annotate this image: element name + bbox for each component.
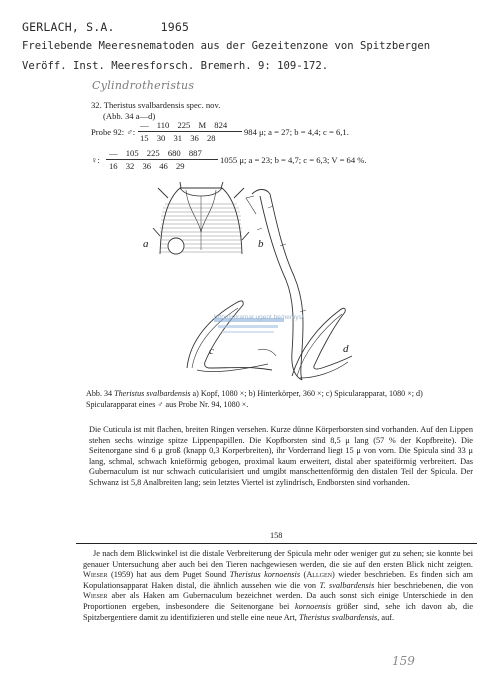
- handwritten-page-note: 159: [392, 654, 415, 668]
- caption-lead: Abb. 34: [86, 389, 113, 398]
- year: 1965: [160, 20, 190, 34]
- figure-label-a: a: [143, 238, 149, 250]
- discussion-text-d: ) wieder beschrieben. Es finden sich am Kopulationsapparat Haken distal, die ähnlich aussehen wie die von: [83, 570, 473, 590]
- discussion-text-c: (: [300, 570, 307, 580]
- figure-label-b: b: [258, 238, 264, 250]
- discussion-paragraph: [83, 549, 473, 623]
- species-kornoensis-2: kornoensis: [294, 601, 331, 611]
- figure-caption: [86, 389, 474, 410]
- discussion-text-e: hier beschriebenen, die von: [374, 580, 473, 590]
- figure-label-c: c: [209, 345, 214, 357]
- handwritten-genus-note: Cylindrotheristus: [92, 79, 195, 92]
- discussion-text-h: , auf.: [377, 612, 395, 622]
- repository-watermark: http://intramar.ugent.be/nemys/: [214, 314, 304, 321]
- discussion-text-f: aber als Haken am Gubernaculum bezeichnet werden. Da auch sonst sich einige Unterschiede in den Proportionen ergeben, insbesondere die Seitenorgane bei: [83, 591, 473, 611]
- description-paragraph: Die Cuticula ist mit flachen, breiten Ringen versehen. Kurze dünne Körperborsten sind vorhanden. Auf den Lippen stehen sechs winzige spitze Lippenpapillen. Die Kopfborsten sind 8,5 μ lang (57 % der Kopfbreite). Die Seitenorgane sind 6 μ groß (knapp 0,3 Korperbreiten), ihr Vorderrand liegt 15 μ von vorn. Die Spicula sind 33 μ lang, schmal, schwach knieförmig gebogen, proximal kaum erweitert, distal aber spateiförmig verbreitert. Das Gubernaculum ist nur schwach cuticularisiert und umgibt manschettenförmig den distalen Teil der Spicula. Der Schwanz ist 5,8 Analbreiten lang; sein letztes Viertel ist zylindrisch, Endborsten sind vorhanden.: [89, 425, 473, 487]
- figure-b-tail: [246, 190, 306, 381]
- figure-c-spicule: [187, 301, 276, 372]
- species-svalbardensis: T. svalbardensis: [319, 580, 375, 590]
- species-kornoensis: Theristus kornoensis: [229, 570, 301, 580]
- caption-species: Theristus svalbardensis: [114, 389, 191, 398]
- species-figure-ref: (Abb. 34 a—d): [103, 111, 156, 121]
- author-allgen: Allgen: [306, 570, 332, 580]
- male-formula-tail: 984 μ; a = 27; b = 4,4; c = 6,1.: [244, 127, 349, 137]
- figure-label-d: d: [343, 343, 349, 355]
- reference-citation: Veröff. Inst. Meeresforsch. Bremerh. 9: 109-172.: [22, 60, 329, 72]
- female-formula-bottom: 16 32 36 46 29: [109, 161, 185, 171]
- female-formula-label: ♀:: [91, 155, 100, 165]
- discussion-text-b: (1959) hat aus dem Puget Sound: [107, 570, 230, 580]
- male-formula-bottom: 15 30 31 36 28: [140, 133, 216, 143]
- female-formula-tail: 1055 μ; a = 23; b = 4,7; c = 6,3; V = 64 %.: [220, 155, 367, 165]
- male-formula-top: — 110 225 M 824: [140, 120, 228, 130]
- page-number: 158: [270, 531, 283, 540]
- male-formula-label: Probe 92: ♂:: [91, 127, 136, 137]
- author-wieser: Wieser: [83, 570, 108, 580]
- figure-a-head: [153, 182, 249, 254]
- author-wieser-2: Wieser: [83, 591, 108, 601]
- page-separator: [76, 543, 477, 544]
- caption-text: a) Kopf, 1080 ×; b) Hinterkörper, 360 ×; c) Spicularapparat, 1080 ×; d) Spicularapparat eines ♂ aus Probe Nr. 94, 1080 ×.: [86, 389, 423, 409]
- author: GERLACH, S.A.: [22, 20, 115, 34]
- female-formula-top: — 105 225 680 887: [109, 148, 202, 158]
- species-svalbardensis-2: Theristus svalbardensis: [298, 612, 378, 622]
- species-title: 32. Theristus svalbardensis spec. nov.: [91, 100, 221, 110]
- reference-title: Freilebende Meeresnematoden aus der Gezeitenzone von Spitzbergen: [22, 40, 431, 52]
- discussion-text-g: größer sind, sehe ich davon ab, die Spitzbergentiere damit zu identifizieren und stelle eine neue Art,: [83, 601, 473, 622]
- discussion-text-a: Je nach dem Blickwinkel ist die distale Verbreiterung der Spicula mehr oder weniger gut zu sehen; sie konnte bei genauer Untersuchung aber auch bei den Tieren nachgewiesen werden, die sie auf den ersten Blick nicht zeigten.: [83, 549, 473, 569]
